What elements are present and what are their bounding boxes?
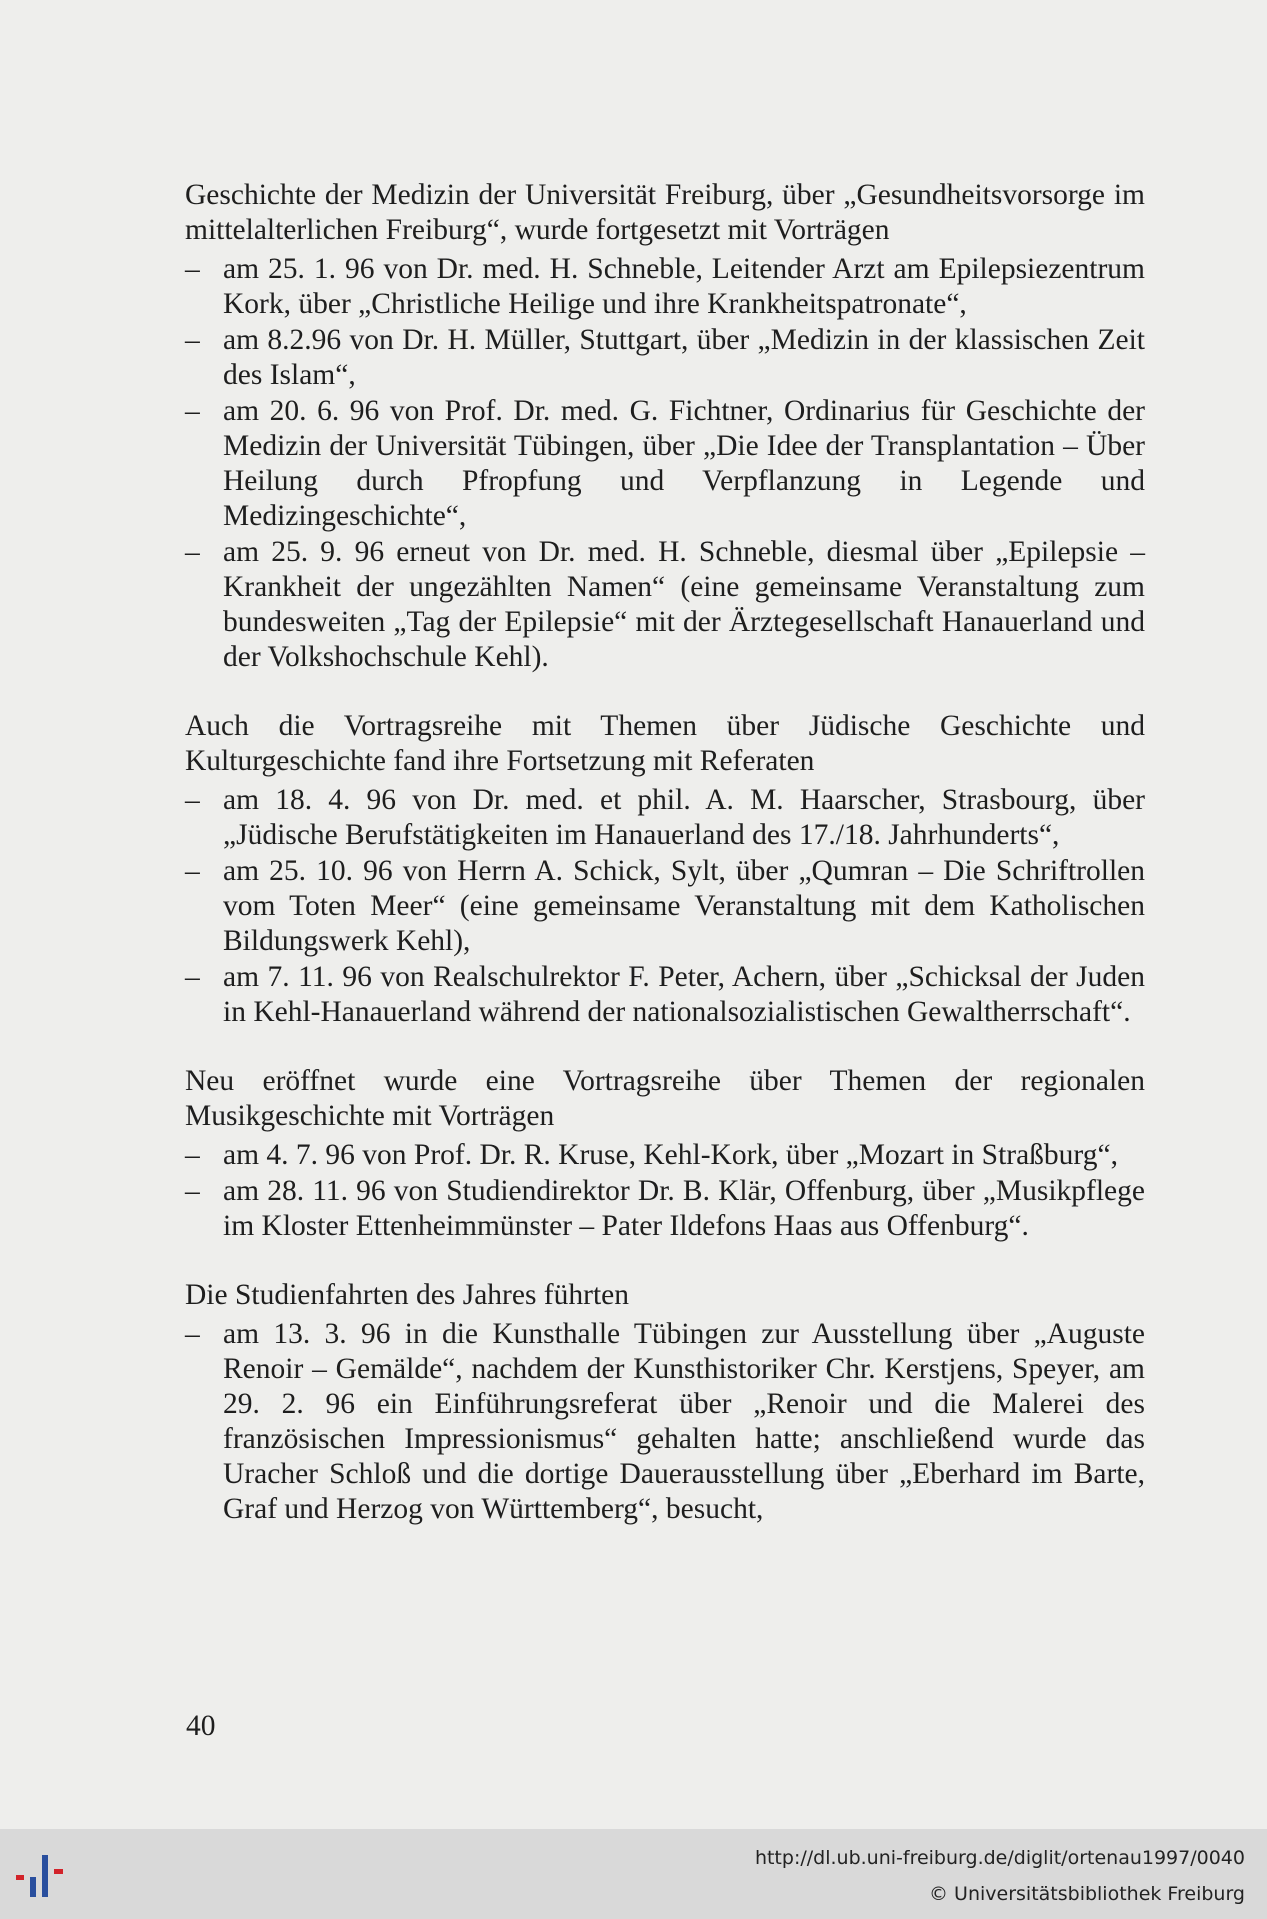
lecture-list-jewish-history [185, 783, 1145, 1030]
dash-bullet: – [185, 855, 200, 887]
list-item: – am 25. 9. 96 erneut von Dr. med. H. Schneble, diesmal über „Epilepsie – Krankheit der ungezählten Namen“ (eine gemeinsame Veranstaltung zum bundesweiten „Tag der Epilepsie“ mit der Ärztegesellschaft Hanauerland und der Volkshochschule Kehl). [185, 536, 1145, 673]
list-item: – am 7. 11. 96 von Realschulrektor F. Peter, Achern, über „Schicksal der Juden in Kehl-Hanauerland während der nationalsozialistischen Gewaltherrschaft“. [185, 961, 1145, 1028]
list-item: – am 28. 11. 96 von Studiendirektor Dr. B. Klär, Offenburg, über „Musikpflege im Kloster Ettenheimmünster – Pater Ildefons Haas aus Offenburg“. [185, 1175, 1145, 1242]
paragraph-intro-3: Neu eröffnet wurde eine Vortragsreihe über Themen der regionalen Musikgeschichte mit Vorträgen [185, 1065, 1145, 1132]
copyright-text: © Universitätsbibliothek Freiburg [929, 1883, 1245, 1905]
library-logo-icon [14, 1851, 84, 1901]
list-item: – am 18. 4. 96 von Dr. med. et phil. A. M. Haarscher, Strasbourg, über „Jüdische Berufstätigkeiten im Hanauerland des 17./18. Jahrhunderts“, [185, 784, 1145, 851]
paragraph-intro-2: Auch die Vortragsreihe mit Themen über Jüdische Geschichte und Kulturgeschichte fand ihre Fortsetzung mit Referaten [185, 710, 1145, 777]
dash-bullet: – [185, 1175, 200, 1207]
source-url-link[interactable]: http://dl.ub.uni-freiburg.de/diglit/ortenau1997/0040 [754, 1847, 1245, 1869]
dash-bullet: – [185, 1318, 200, 1350]
dash-bullet: – [185, 536, 200, 568]
dash-bullet: – [185, 395, 200, 427]
list-item: – am 25. 10. 96 von Herrn A. Schick, Sylt, über „Qumran – Die Schriftrollen vom Toten Meer“ (eine gemeinsame Veranstaltung mit dem Katholischen Bildungswerk Kehl), [185, 855, 1145, 957]
dash-bullet: – [185, 253, 200, 285]
list-item: – am 20. 6. 96 von Prof. Dr. med. G. Fichtner, Ordinarius für Geschichte der Medizin der Universität Tübingen, über „Die Idee der Transplantation – Über Heilung durch Pfropfung und Verpflanzung in Legende und Medizingeschichte“, [185, 395, 1145, 532]
page-number: 40 [186, 1710, 216, 1742]
dash-bullet: – [185, 961, 200, 993]
lecture-list-medicine [185, 252, 1145, 675]
list-item: – am 4. 7. 96 von Prof. Dr. R. Kruse, Kehl-Kork, über „Mozart in Straßburg“, [185, 1139, 1118, 1171]
body-text [185, 178, 1145, 1528]
paragraph-intro-1: Geschichte der Medizin der Universität Freiburg, über „Gesundheitsvorsorge im mittelalterlichen Freiburg“, wurde fortgesetzt mit Vorträgen [185, 179, 1145, 246]
dash-bullet: – [185, 1139, 200, 1171]
dash-bullet: – [185, 324, 200, 356]
list-item: – am 8.2.96 von Dr. H. Müller, Stuttgart, über „Medizin in der klassischen Zeit des Islam“, [185, 324, 1145, 391]
paragraph-intro-4: Die Studienfahrten des Jahres führten [185, 1279, 629, 1311]
study-trips-list [185, 1317, 1145, 1527]
list-item: – am 25. 1. 96 von Dr. med. H. Schneble, Leitender Arzt am Epilepsiezentrum Kork, über „Christliche Heilige und ihre Krankheitspatronate“, [185, 253, 1145, 320]
library-footer-bar [0, 1829, 1267, 1919]
lecture-list-music-history [185, 1138, 1145, 1244]
dash-bullet: – [185, 784, 200, 816]
list-item: – am 13. 3. 96 in die Kunsthalle Tübingen zur Ausstellung über „Auguste Renoir – Gemälde“, nachdem der Kunsthistoriker Chr. Kerstjens, Speyer, am 29. 2. 96 ein Einführungsreferat über „Renoir und die Malerei des französischen Impressionismus“ gehalten hatte; anschließend wurde das Uracher Schloß und die dortige Dauerausstellung über „Eberhard im Barte, Graf und Herzog von Württemberg“, besucht, [185, 1318, 1145, 1525]
